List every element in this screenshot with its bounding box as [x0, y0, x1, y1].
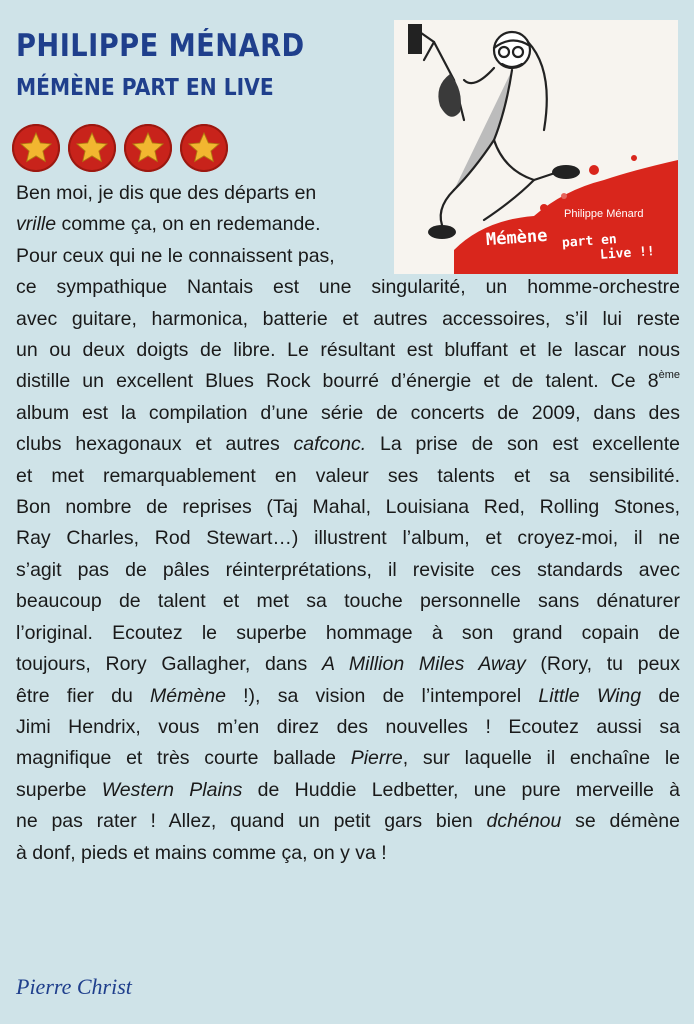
review-line: Bon nombre de reprises (Taj Mahal, Louisiana Red, Rolling Stones,	[16, 496, 680, 519]
review-line: vrille comme ça, on en redemande.	[16, 213, 321, 236]
star-icon	[180, 124, 228, 172]
review-line: Ray Charles, Rod Stewart…) illustrent l’album, et croyez-moi, il ne	[16, 527, 680, 550]
review-body	[16, 178, 680, 869]
review-line: s’agit pas de pâles réinterprétations, il revisite ces standards avec	[16, 558, 680, 581]
cover-title-line3: Live !!	[599, 244, 656, 263]
review-line: Pour ceux qui ne le connaissent pas,	[16, 244, 335, 267]
review-line: magnifique et très courte ballade Pierre, sur laquelle il enchaîne le	[16, 747, 680, 770]
review-line: Ben moi, je dis que des départs en	[16, 182, 317, 204]
review-line: ce sympathique Nantais est une singularité, un homme-orchestre	[16, 276, 680, 299]
review-line: album est la compilation d’une série de concerts de 2009, dans des	[16, 401, 680, 424]
review-line: beaucoup de talent et met sa touche personnelle sans dénaturer	[16, 590, 680, 613]
review-line: l’original. Ecoutez le superbe hommage à son grand copain de	[16, 621, 680, 644]
cover-title-line2: part en	[561, 232, 618, 251]
cover-title-line1: Mémène	[485, 225, 549, 251]
cover-artist-text: Philippe Ménard	[564, 208, 644, 220]
review-line: distille un excellent Blues Rock bourré d’énergie et de talent. Ce 8ème	[16, 369, 680, 393]
review-line: clubs hexagonaux et autres cafconc. La prise de son est excellente	[16, 433, 680, 456]
star-icon	[68, 124, 116, 172]
star-icon	[124, 124, 172, 172]
review-line: Jimi Hendrix, vous m’en direz des nouvelles ! Ecoutez aussi sa	[16, 715, 680, 738]
star-rating	[12, 124, 228, 172]
review-line: ne pas rater ! Allez, quand un petit gars bien dchénou se démène	[16, 810, 680, 833]
review-line: et met remarquablement en valeur ses talents et sa sensibilité.	[16, 464, 680, 487]
review-line: avec guitare, harmonica, batterie et autres accessoires, s’il lui reste	[16, 307, 680, 330]
album-title: MÉMÈNE PART EN LIVE	[16, 75, 274, 101]
review-author: Pierre Christ	[16, 974, 132, 999]
review-line: à donf, pieds et mains comme ça, on y va !	[16, 841, 387, 864]
review-line: toujours, Rory Gallagher, dans A Million Miles Away (Rory, tu peux	[16, 653, 681, 676]
artist-title: PHILIPPE MÉNARD	[16, 28, 305, 64]
review-line: superbe Western Plains de Huddie Ledbetter, une pure merveille à	[16, 778, 680, 801]
review-line: être fier du Mémène !), sa vision de l’intemporel Little Wing de	[16, 684, 681, 707]
star-icon	[12, 124, 60, 172]
review-line: un ou deux doigts de libre. Le résultant est bluffant et le lascar nous	[16, 339, 680, 362]
